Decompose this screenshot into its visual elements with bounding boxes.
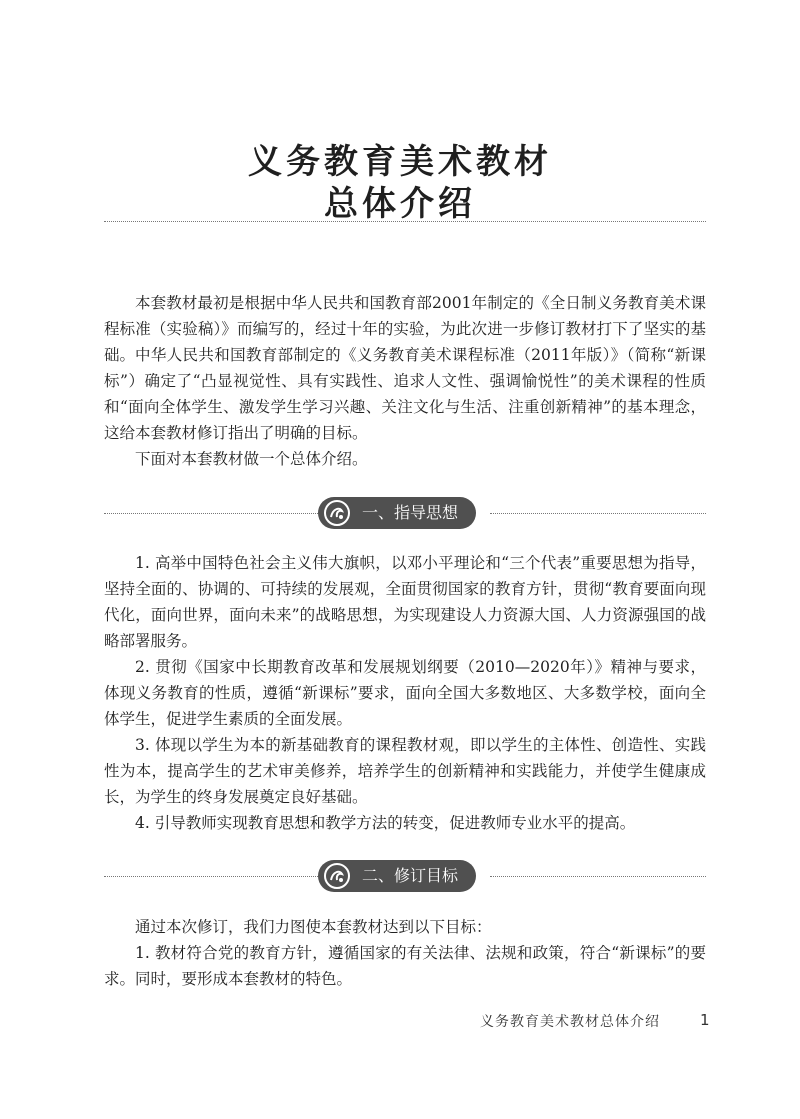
section-emblem-icon xyxy=(324,500,350,526)
section1-item-4: 4. 引导教师实现教育思想和教学方法的转变，促进教师专业水平的提高。 xyxy=(135,814,636,832)
page-number: 1 xyxy=(700,1011,710,1029)
document-title-line1: 义务教育美术教材 xyxy=(248,142,552,182)
title-divider xyxy=(104,221,706,222)
section2-item-1: 1. 教材符合党的教育方针，遵循国家的有关法律、法规和政策，符合“新课标”的要求。同时，要形成本套教材的特色。 xyxy=(104,944,706,988)
section1-heading: 一、指导思想 xyxy=(362,503,459,522)
section1-heading-badge xyxy=(318,497,476,529)
intro-paragraph-3: 下面对本套教材做一个总体介绍。 xyxy=(135,450,368,468)
section2-heading: 二、修订目标 xyxy=(362,866,459,885)
document-title-line2: 总体介绍 xyxy=(324,184,476,224)
section1-item-1: 1. 高举中国特色社会主义伟大旗帜，以邓小平理论和“三个代表”重要思想为指导，坚持全面的、协调的、可持续的发展观，全面贯彻国家的教育方针，贯彻“教育要面向现代化，面向世界，面向未来”的战略思想，为实现建设人力资源大国、人力资源强国的战略部署服务。 xyxy=(104,554,706,650)
section1-divider-left xyxy=(104,513,318,514)
section1-divider-right xyxy=(490,513,706,514)
section2-intro: 通过本次修订，我们力图使本套教材达到以下目标： xyxy=(135,918,492,936)
footer-running-title: 义务教育美术教材总体介绍 xyxy=(480,1014,660,1030)
section-emblem-icon xyxy=(324,863,350,889)
section2-heading-badge xyxy=(318,860,476,892)
section2-divider-left xyxy=(104,876,318,877)
section2-divider-right xyxy=(490,876,706,877)
intro-paragraph-1: 本套教材最初是根据中华人民共和国教育部2001年制定的《全日制义务教育美术课程标准（实验稿）》而编写的，经过十年的实验，为此次进一步修订教材打下了坚实的基础。 xyxy=(104,294,706,364)
section1-item-3: 3. 体现以学生为本的新基础教育的课程教材观，即以学生的主体性、创造性、实践性为本，提高学生的艺术审美修养，培养学生的创新精神和实践能力，并使学生健康成长，为学生的终身发展奠定良好基础。 xyxy=(104,736,706,806)
section1-item-2: 2. 贯彻《国家中长期教育改革和发展规划纲要（2010—2020年）》精神与要求，体现义务教育的性质，遵循“新课标”要求，面向全国大多数地区、大多数学校，面向全体学生，促进学生素质的全面发展。 xyxy=(104,658,706,728)
intro-paragraph-2: 中华人民共和国教育部制定的《义务教育美术课程标准（2011年版）》（简称“新课标”）确定了“凸显视觉性、具有实践性、追求人文性、强调愉悦性”的美术课程的性质和“面向全体学生、激发学生学习兴趣、关注文化与生活、注重创新精神”的基本理念，这给本套教材修订指出了明确的目标。 xyxy=(104,346,706,442)
